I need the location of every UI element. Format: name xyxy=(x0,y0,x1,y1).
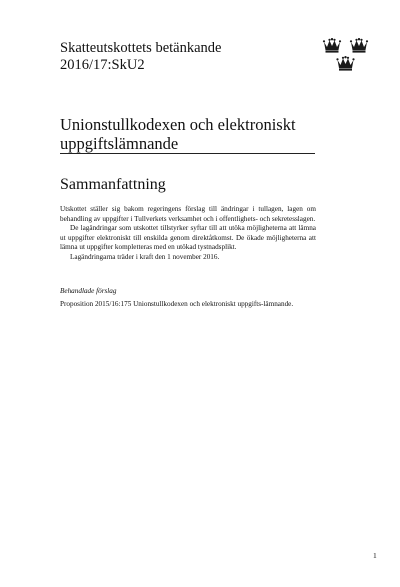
title-line-2: uppgiftslämnande xyxy=(60,134,179,153)
summary-paragraph: Lagändringarna träder i kraft den 1 november 2016. xyxy=(70,252,220,261)
handled-proposals-text: Proposition 2015/16:175 Unionstullkodexen och elektroniskt uppgifts-lämnande. xyxy=(60,300,294,308)
summary-body xyxy=(60,205,316,263)
document-title xyxy=(60,115,360,153)
committee-report-name: Skatteutskottets betänkande xyxy=(60,40,222,56)
summary-paragraph: Utskottet ställer sig bakom regeringens förslag till ändringar i tullagen, lagen om behandling av uppgifter i Tullverkets verksamhet och i offentlighets- och sekretesslagen. xyxy=(60,205,316,223)
handled-proposals-heading: Behandlade förslag xyxy=(60,287,117,295)
report-header xyxy=(60,40,221,74)
report-number: 2016/17:SkU2 xyxy=(60,57,145,73)
title-divider xyxy=(60,153,315,154)
title-line-1: Unionstullkodexen och elektroniskt xyxy=(60,115,296,134)
three-crowns-icon xyxy=(322,36,370,74)
summary-paragraph: De lagändringar som utskottet tillstyrker syftar till att utöka möjligheterna att lämna ut uppgifter elektroniskt till enskilda genom direktåtkomst. De ökade möjligheterna att lämna ut uppgifter kompletteras med en utökad tystnadsplikt. xyxy=(60,224,316,252)
page-number: 1 xyxy=(373,551,377,560)
summary-heading: Sammanfattning xyxy=(60,176,166,193)
